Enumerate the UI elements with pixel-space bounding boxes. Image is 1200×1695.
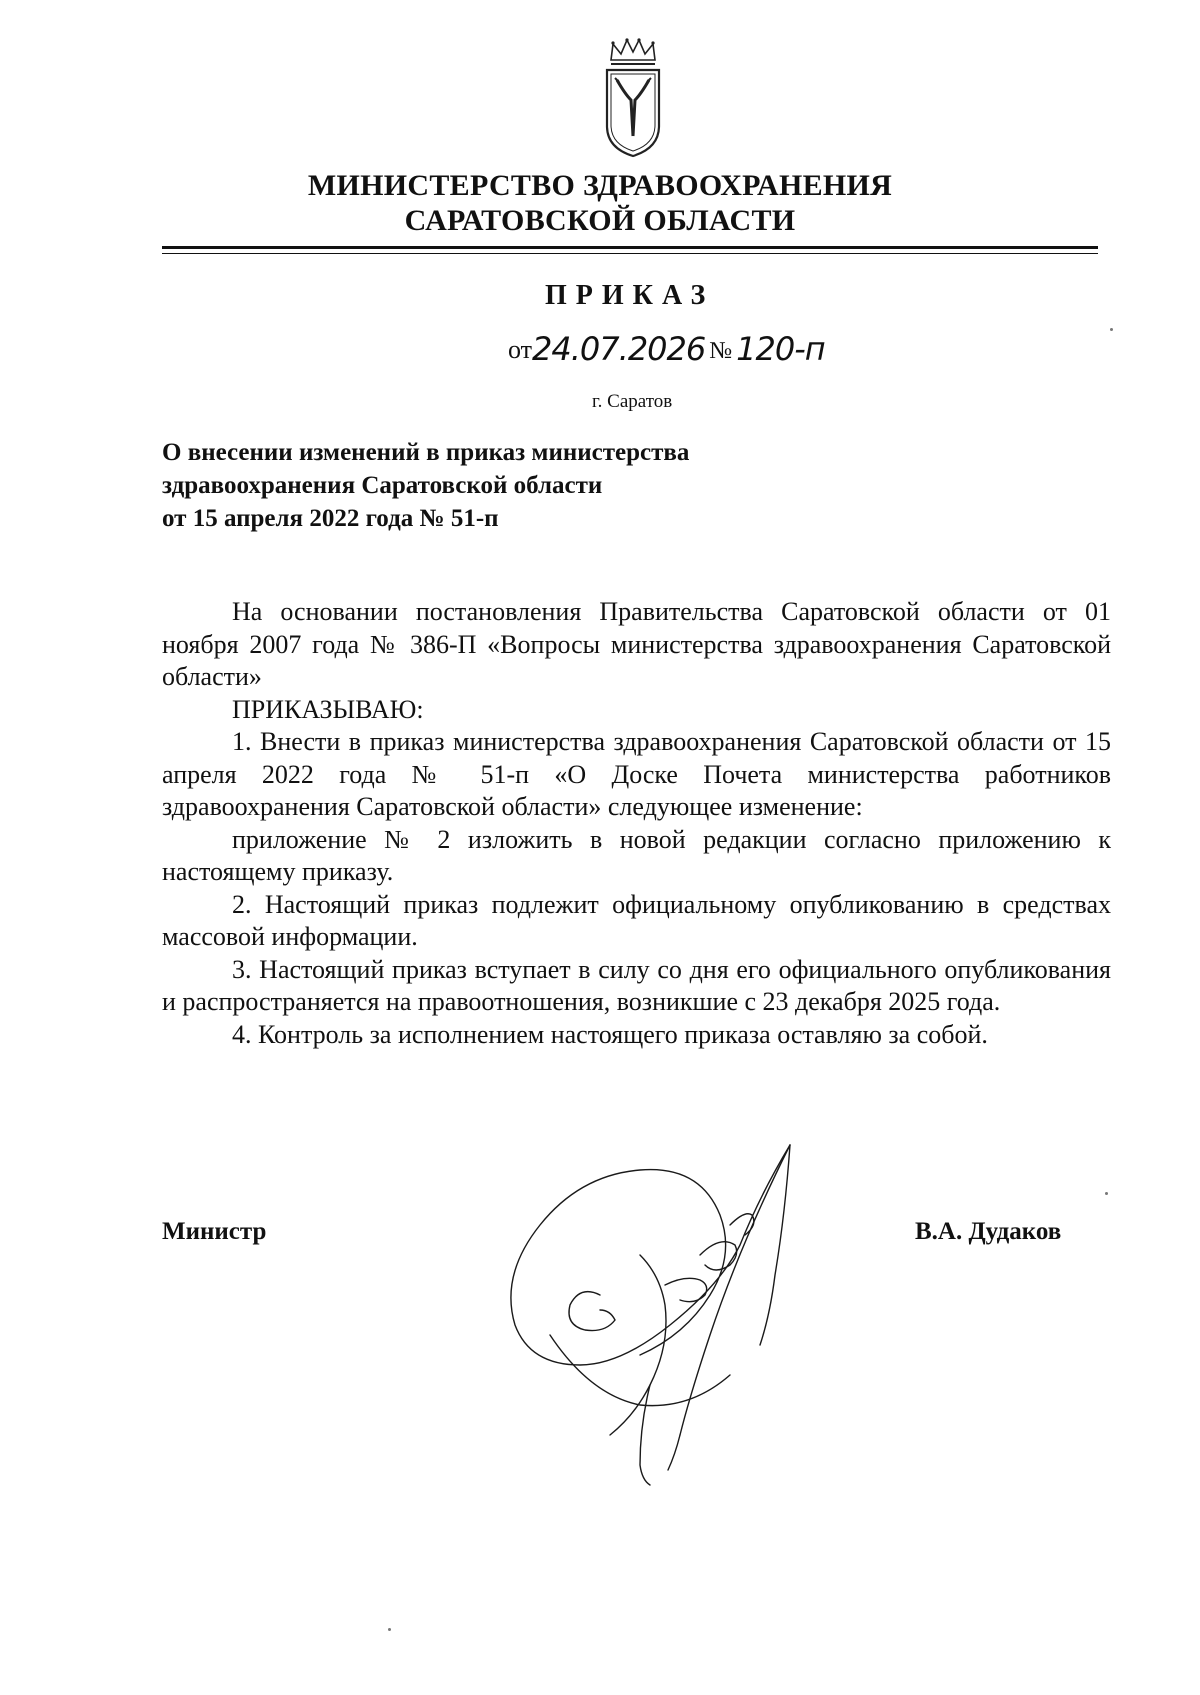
subject-line1: О внесении изменений в приказ министерства (162, 439, 690, 466)
scan-speck (1105, 1192, 1108, 1195)
header-rule-thick (162, 246, 1098, 249)
order-item-2: 2. Настоящий приказ подлежит официальному опубликованию в средствах массовой информации. (162, 889, 1111, 951)
order-date-number (508, 330, 825, 370)
city-label: г. Саратов (592, 391, 673, 412)
basis-paragraph: На основании постановления Правительства Саратовской области от 01 ноября 2007 года № 386-П «Вопросы министерства здравоохранения Саратовской области» (162, 597, 1111, 691)
subject-line2: здравоохранения Саратовской области (162, 472, 603, 499)
signer-name: В.А. Дудаков (915, 1218, 1062, 1245)
handwritten-signature (490, 1135, 890, 1495)
handwritten-date: 24.07.2026 (532, 330, 706, 368)
scan-speck (388, 1628, 391, 1631)
ministry-name-line2: САРАТОВСКОЙ ОБЛАСТИ (404, 204, 796, 237)
order-directive-word: ПРИКАЗЫВАЮ: (232, 694, 424, 724)
handwritten-number: 120-п (736, 330, 825, 368)
order-body (162, 596, 1111, 1051)
number-label: № (709, 338, 733, 364)
order-subject (162, 436, 862, 535)
signer-role: Министр (162, 1218, 267, 1245)
date-prefix: от (508, 335, 533, 364)
ministry-name-line1: МИНИСТЕРСТВО ЗДРАВООХРАНЕНИЯ (307, 169, 893, 202)
order-item-4: 4. Контроль за исполнением настоящего приказа оставляю за собой. (232, 1019, 988, 1049)
order-item-3: 3. Настоящий приказ вступает в силу со дня его официального опубликования и распространяется на правоотношения, возникшие с 23 декабря 2025 года. (162, 954, 1111, 1016)
document-type-title: ПРИКАЗ (545, 280, 715, 311)
order-item-1: 1. Внести в приказ министерства здравоохранения Саратовской области от 15 апреля 2022 года № 51-п «О Доске Почета министерства работников здравоохранения Саратовской области» следующее изменение: (162, 727, 1111, 821)
header-rule-thin (162, 253, 1098, 254)
scan-speck (1110, 328, 1113, 331)
subject-line3: от 15 апреля 2022 года № 51-п (162, 505, 499, 532)
order-item-1-sub: приложение № 2 изложить в новой редакции согласно приложению к настоящему приказу. (162, 824, 1111, 886)
coat-of-arms-emblem (603, 38, 663, 158)
